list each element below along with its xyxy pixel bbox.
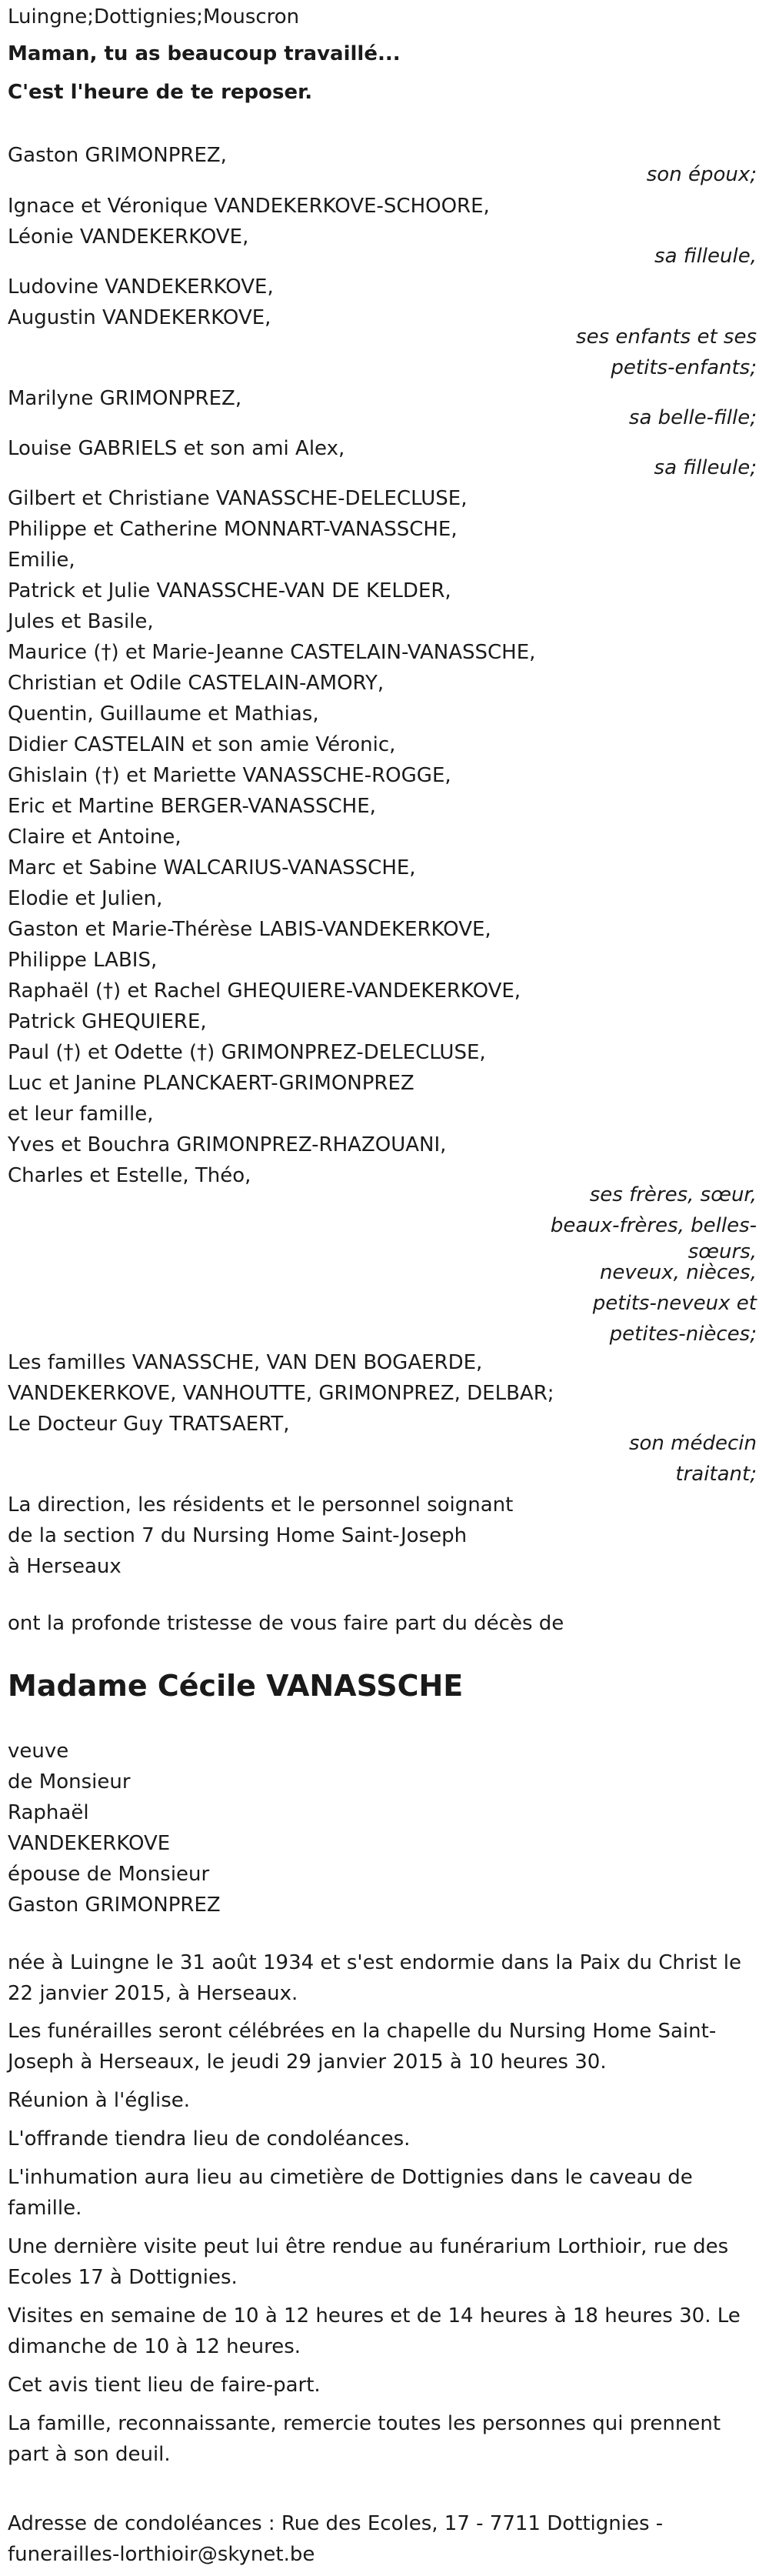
- family-line: Paul (†) et Odette (†) GRIMONPREZ-DELECLUSE,: [8, 1041, 486, 1064]
- detail-line: née à Luingne le 31 août 1934 et s'est endormie dans la Paix du Christ le: [8, 1951, 741, 1974]
- relation-label: sœurs,: [687, 1240, 757, 1263]
- relation-label: sa belle-fille;: [628, 406, 757, 429]
- family-line: Marc et Sabine WALCARIUS-VANASSCHE,: [8, 856, 416, 879]
- epigraph-line-1: Maman, tu as beaucoup travaillé...: [8, 42, 401, 65]
- detail-line: Les funérailles seront célébrées en la chapelle du Nursing Home Saint-: [8, 2020, 717, 2043]
- deceased-name: Madame Cécile VANASSCHE: [8, 1669, 464, 1703]
- deceased-line: VANDEKERKOVE: [8, 1832, 171, 1855]
- detail-line: part à son deuil.: [8, 2443, 171, 2466]
- family-line: Charles et Estelle, Théo,: [8, 1164, 251, 1187]
- detail-line: Ecoles 17 à Dottignies.: [8, 2266, 238, 2289]
- relation-label: son médecin: [628, 1432, 757, 1455]
- family-line: Raphaël (†) et Rachel GHEQUIERE-VANDEKERKOVE,: [8, 979, 521, 1003]
- family-line: Quentin, Guillaume et Mathias,: [8, 702, 319, 726]
- relation-label: ses frères, sœur,: [589, 1183, 757, 1206]
- deceased-line: de Monsieur: [8, 1770, 131, 1794]
- relation-label: sa filleule,: [654, 245, 757, 268]
- epigraph-line-2: C'est l'heure de te reposer.: [8, 81, 313, 104]
- relation-label: neveux, nièces,: [599, 1261, 757, 1284]
- relation-label: sa filleule;: [654, 456, 757, 479]
- deceased-line: Raphaël: [8, 1801, 89, 1824]
- relation-label: traitant;: [675, 1463, 757, 1486]
- detail-line: 22 janvier 2015, à Herseaux.: [8, 1982, 298, 2005]
- detail-line: famille.: [8, 2197, 82, 2220]
- detail-line: L'inhumation aura lieu au cimetière de Dottignies dans le caveau de: [8, 2166, 693, 2189]
- family-line: de la section 7 du Nursing Home Saint-Joseph: [8, 1524, 468, 1547]
- condolence-email[interactable]: funerailles-lorthioir@skynet.be: [8, 2543, 315, 2566]
- family-line: Ludovine VANDEKERKOVE,: [8, 275, 274, 299]
- detail-line: La famille, reconnaissante, remercie toutes les personnes qui prennent: [8, 2412, 721, 2435]
- places-line: Luingne;Dottignies;Mouscron: [8, 5, 300, 28]
- family-line: Augustin VANDEKERKOVE,: [8, 306, 271, 329]
- condolence-address: Adresse de condoléances : Rue des Ecoles, 17 - 7711 Dottignies -: [8, 2512, 664, 2535]
- family-line: Maurice (†) et Marie-Jeanne CASTELAIN-VANASSCHE,: [8, 641, 536, 664]
- relation-label: petits-neveux et: [592, 1292, 757, 1315]
- family-line: Didier CASTELAIN et son amie Véronic,: [8, 733, 396, 756]
- detail-line: L'offrande tiendra lieu de condoléances.: [8, 2127, 411, 2151]
- family-line: Jules et Basile,: [8, 610, 154, 633]
- family-line: Eric et Martine BERGER-VANASSCHE,: [8, 795, 376, 818]
- detail-line: Joseph à Herseaux, le jeudi 29 janvier 2015 à 10 heures 30.: [8, 2050, 607, 2074]
- detail-line: dimanche de 10 à 12 heures.: [8, 2335, 301, 2358]
- family-line: Patrick GHEQUIERE,: [8, 1010, 207, 1033]
- family-line: Ghislain (†) et Mariette VANASSCHE-ROGGE,: [8, 764, 451, 787]
- family-line: à Herseaux: [8, 1555, 122, 1578]
- family-line: Le Docteur Guy TRATSAERT,: [8, 1413, 290, 1436]
- family-line: et leur famille,: [8, 1103, 154, 1126]
- relation-label: beaux-frères, belles-: [550, 1214, 757, 1237]
- family-line: Les familles VANASSCHE, VAN DEN BOGAERDE,: [8, 1351, 483, 1374]
- family-line: Yves et Bouchra GRIMONPREZ-RHAZOUANI,: [8, 1133, 447, 1156]
- deceased-line: veuve: [8, 1740, 69, 1763]
- detail-line: Visites en semaine de 10 à 12 heures et de 14 heures à 18 heures 30. Le: [8, 2304, 741, 2327]
- family-line: Léonie VANDEKERKOVE,: [8, 225, 249, 249]
- family-line: Patrick et Julie VANASSCHE-VAN DE KELDER,: [8, 579, 451, 602]
- deceased-line: épouse de Monsieur: [8, 1863, 210, 1886]
- relation-label: ses enfants et ses: [576, 325, 757, 349]
- detail-line: Une dernière visite peut lui être rendue au funérarium Lorthioir, rue des: [8, 2235, 729, 2258]
- family-line: VANDEKERKOVE, VANHOUTTE, GRIMONPREZ, DELBAR;: [8, 1382, 554, 1405]
- family-line: Philippe LABIS,: [8, 949, 158, 972]
- detail-line: Cet avis tient lieu de faire-part.: [8, 2374, 321, 2397]
- family-line: Ignace et Véronique VANDEKERKOVE-SCHOORE,: [8, 195, 490, 218]
- family-line: Christian et Odile CASTELAIN-AMORY,: [8, 672, 384, 695]
- family-line: Elodie et Julien,: [8, 887, 163, 910]
- detail-line: Réunion à l'église.: [8, 2089, 191, 2112]
- relation-label: son époux;: [646, 163, 757, 186]
- family-line: Philippe et Catherine MONNART-VANASSCHE,: [8, 518, 458, 541]
- family-line: Marilyne GRIMONPREZ,: [8, 387, 242, 410]
- relation-label: petites-nièces;: [609, 1323, 757, 1346]
- family-line: Louise GABRIELS et son ami Alex,: [8, 437, 345, 460]
- family-line: Claire et Antoine,: [8, 826, 181, 849]
- family-line: Gilbert et Christiane VANASSCHE-DELECLUSE,: [8, 487, 468, 510]
- family-line: Emilie,: [8, 549, 75, 572]
- family-line: La direction, les résidents et le personnel soignant: [8, 1493, 514, 1517]
- announcement-line: ont la profonde tristesse de vous faire part du décès de: [8, 1612, 564, 1635]
- family-line: Luc et Janine PLANCKAERT-GRIMONPREZ: [8, 1072, 414, 1095]
- family-line: Gaston GRIMONPREZ,: [8, 144, 227, 167]
- family-line: Gaston et Marie-Thérèse LABIS-VANDEKERKOVE,: [8, 918, 491, 941]
- deceased-line: Gaston GRIMONPREZ: [8, 1894, 221, 1917]
- relation-label: petits-enfants;: [611, 356, 757, 379]
